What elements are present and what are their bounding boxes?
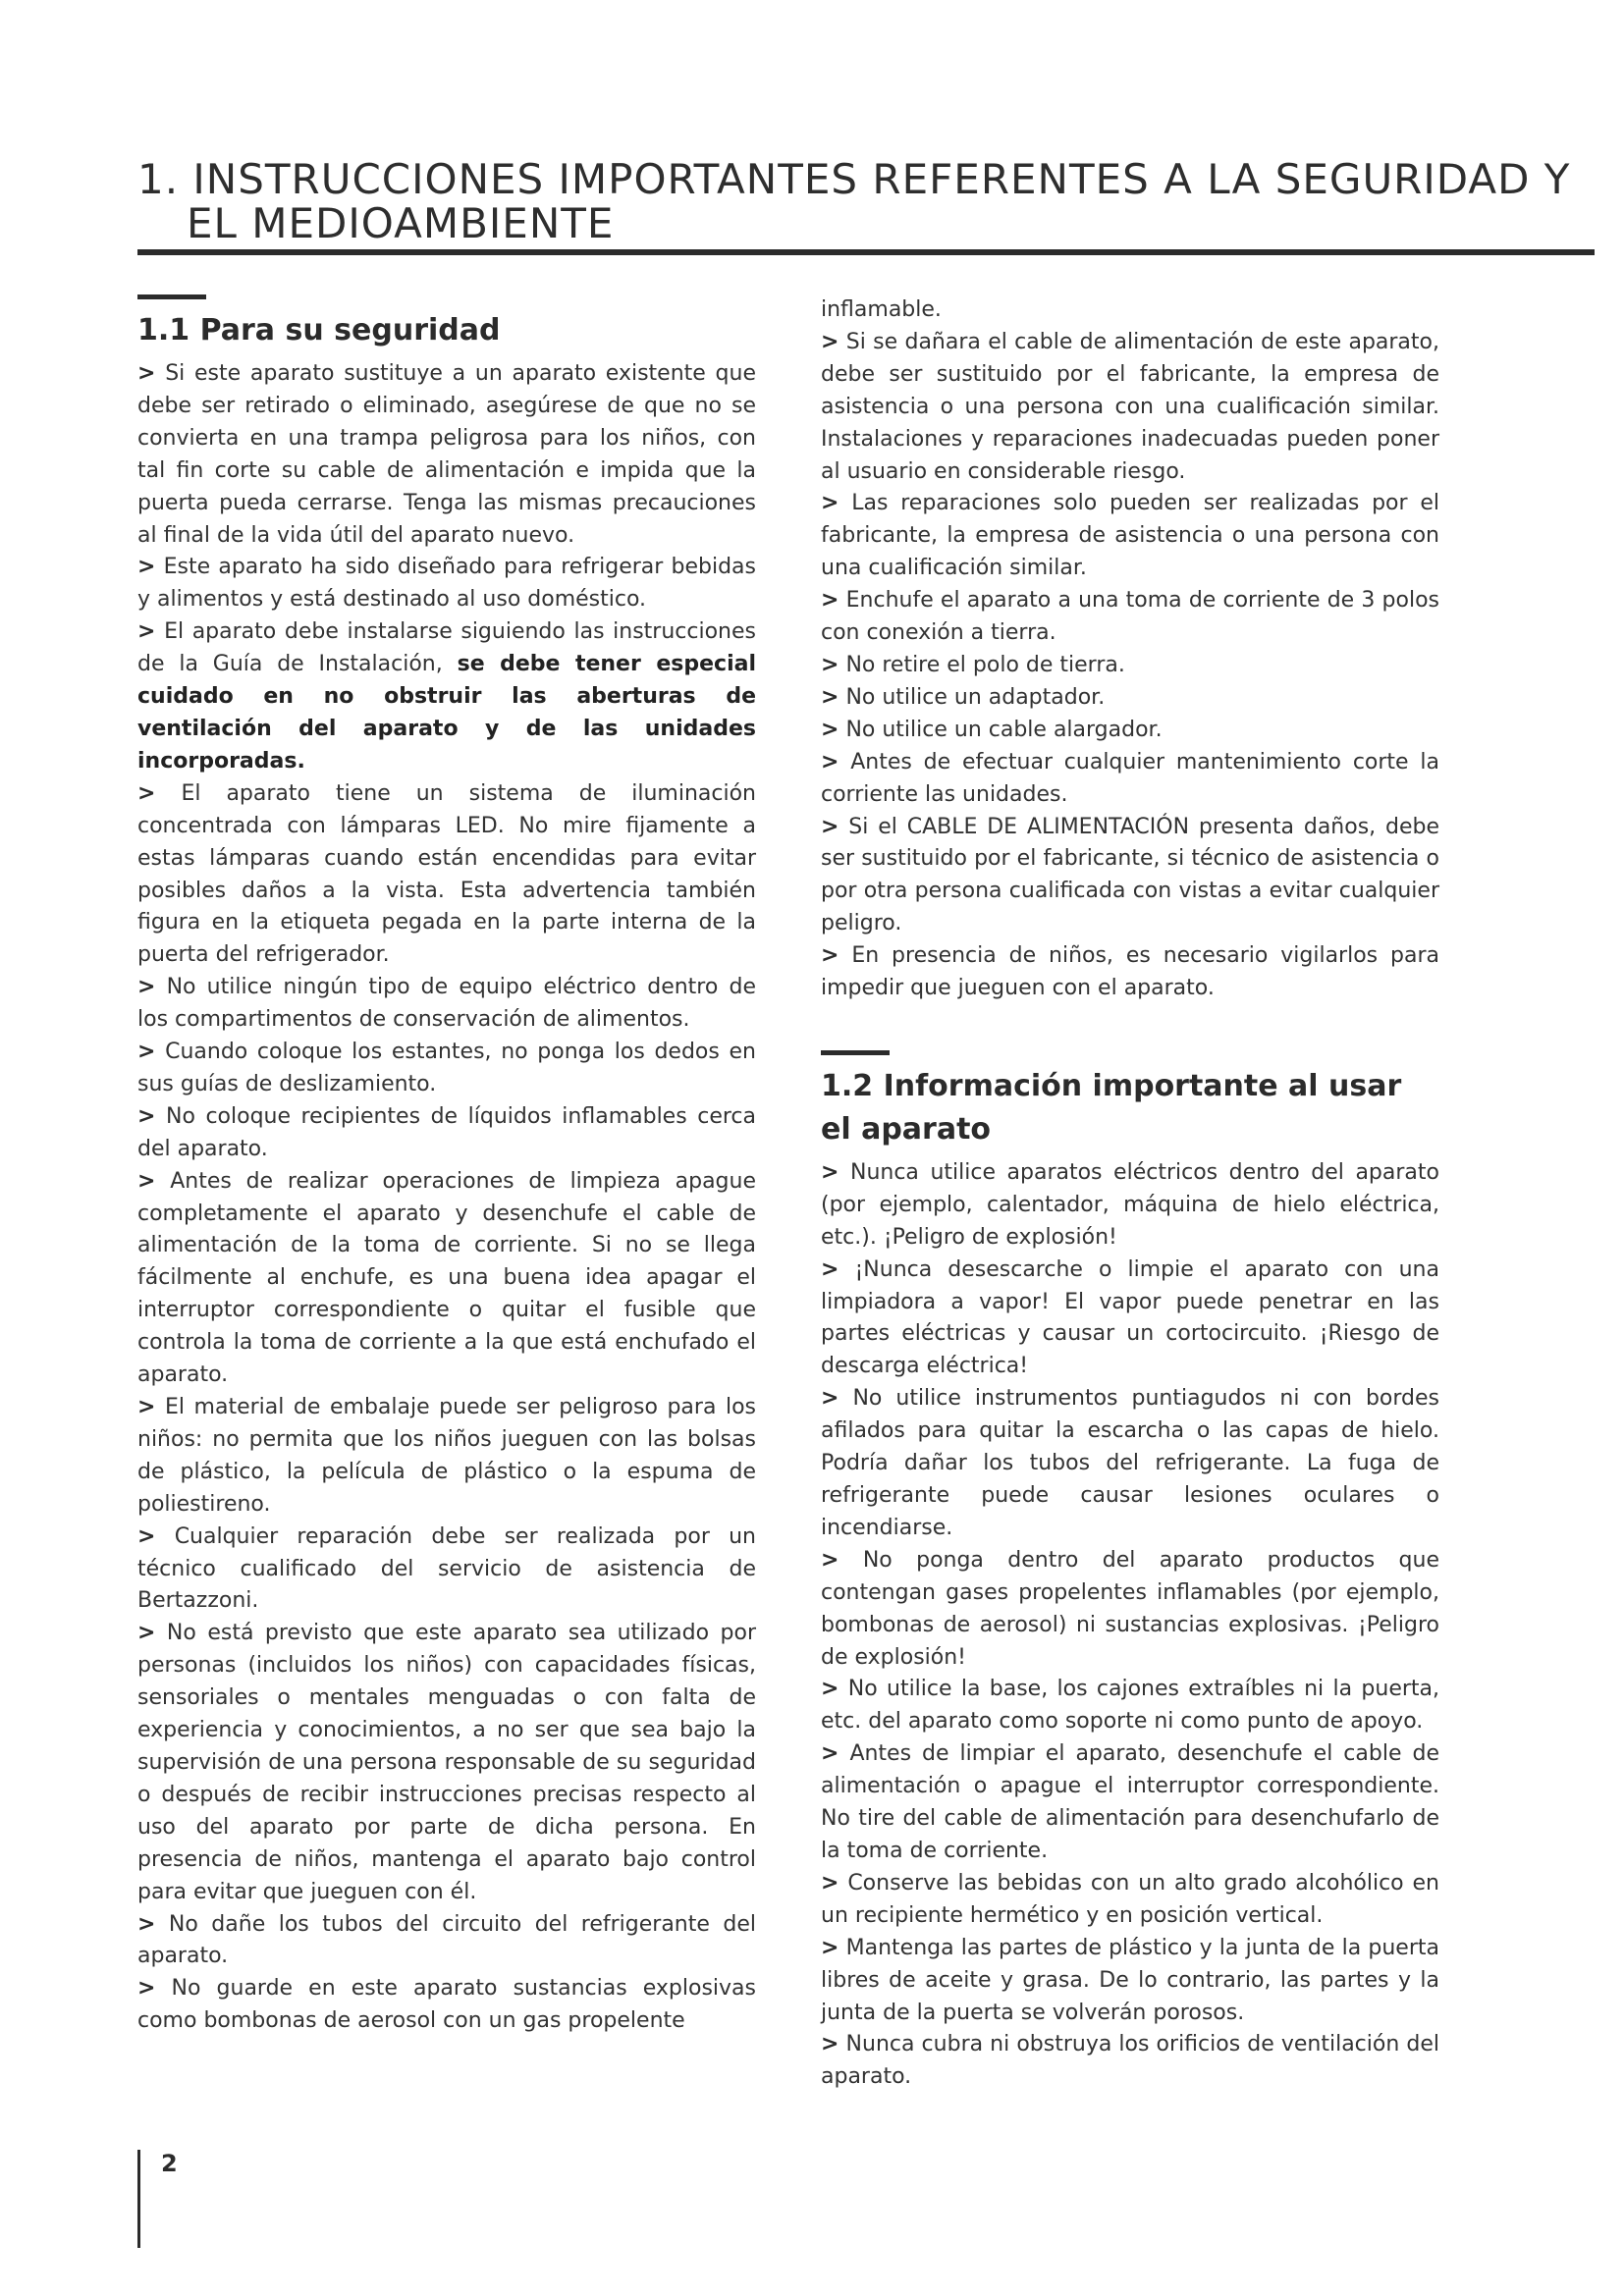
safety-item-5 bbox=[137, 972, 756, 1037]
safety-item-text: Enchufe el aparato a una toma de corriente de 3 polos con conexión a tierra. bbox=[821, 588, 1439, 646]
safety-item-text: No utilice un adaptador. bbox=[845, 684, 1106, 710]
usage-item-1 bbox=[821, 1157, 1439, 1255]
bullet-arrow: > bbox=[137, 1395, 156, 1419]
bullet-arrow: > bbox=[137, 1103, 156, 1129]
safety-item-15 bbox=[821, 488, 1439, 585]
bullet-arrow: > bbox=[821, 652, 839, 677]
safety-item-text: No coloque recipientes de líquidos inflamables cerca del aparato. bbox=[137, 1103, 756, 1161]
safety-item-text: Cuando coloque los estantes, no ponga los dedos en sus guías de deslizamiento. bbox=[137, 1040, 756, 1096]
bullet-arrow: > bbox=[821, 749, 839, 774]
safety-item-text: En presencia de niños, es necesario vigilarlos para impedir que jueguen con el aparato. bbox=[821, 943, 1439, 1001]
safety-item-text: No dañe los tubos del circuito del refrigerante del aparato. bbox=[137, 1911, 756, 1969]
safety-item-text: Cualquier reparación debe ser realizada por un técnico cualificado del servicio de asistencia de Bertazzoni. bbox=[137, 1523, 756, 1614]
safety-item-18 bbox=[821, 682, 1439, 715]
bullet-arrow: > bbox=[137, 1976, 156, 2002]
page-title bbox=[137, 157, 1591, 245]
usage-item-text: No utilice la base, los cajones extraíbles ni la puerta, etc. del aparato como soporte ni como punto de apoyo. bbox=[821, 1677, 1439, 1735]
bullet-arrow: > bbox=[821, 1159, 839, 1185]
safety-item-text: Antes de realizar operaciones de limpieza apague completamente el aparato y desenchufe el cable de alimentación de la toma de corriente. Si no se llega fácilmente al enchufe, es una buena idea apagar el interruptor correspondiente o quitar el fusible que controla la toma de corriente a la que está enchufado el aparato. bbox=[137, 1168, 756, 1388]
page-number: 2 bbox=[161, 2150, 178, 2177]
safety-item-bold-warning: se debe tener especial cuidado en no obstruir las aberturas de ventilación del aparato y de las unidades incorporadas. bbox=[137, 652, 756, 774]
safety-item-text: Si el CABLE DE ALIMENTACIÓN presenta daños, debe ser sustituido por el fabricante, si técnico de asistencia o por otra persona cualificada con vistas a evitar cualquier peligro. bbox=[821, 814, 1440, 936]
bullet-arrow: > bbox=[137, 1168, 156, 1194]
safety-item-continuation: inflamable. bbox=[821, 297, 942, 322]
safety-item-text: No está previsto que este aparato sea utilizado por personas (incluidos los niños) con capacidades físicas, sensoriales o mentales menguadas o con falta de experiencia y conocimientos, a no ser que sea bajo la supervisión de una persona responsable de su seguridad o después de recibir instrucciones precisas respecto al uso del aparato por parte de dicha persona. En presencia de niños, mantenga el aparato bajo control para evitar que jueguen con él. bbox=[137, 1621, 756, 1904]
bullet-arrow: > bbox=[137, 1621, 156, 1646]
bullet-arrow: > bbox=[137, 780, 156, 806]
bullet-arrow: > bbox=[137, 555, 156, 580]
section-heading-1-1: 1.1 Para su seguridad bbox=[137, 313, 501, 347]
bullet-arrow: > bbox=[821, 329, 839, 354]
safety-item-text: Este aparato ha sido diseñado para refrigerar bebidas y alimentos y está destinado al uso doméstico. bbox=[137, 555, 756, 613]
safety-item-6 bbox=[137, 1037, 756, 1101]
safety-item-3 bbox=[137, 616, 756, 778]
section-bar-1-2 bbox=[821, 1050, 890, 1055]
usage-item-text: Conserve las bebidas con un alto grado alcohólico en un recipiente hermético y en posición vertical. bbox=[821, 1870, 1439, 1928]
bullet-arrow: > bbox=[821, 1256, 839, 1282]
usage-item-text: ¡Nunca desescarche o limpie el aparato con una limpiadora a vapor! El vapor puede penetrar en las partes eléctricas y causar un cortocircuito. ¡Riesgo de descarga eléctrica! bbox=[821, 1256, 1439, 1379]
bullet-arrow: > bbox=[821, 1547, 839, 1573]
usage-item-9 bbox=[821, 2029, 1439, 2094]
safety-item-16 bbox=[821, 585, 1439, 650]
bullet-arrow: > bbox=[821, 717, 839, 742]
usage-item-text: Nunca utilice aparatos eléctricos dentro del aparato (por ejemplo, calentador, máquina de hielo eléctrica, etc.). ¡Peligro de explosión! bbox=[821, 1159, 1439, 1250]
safety-item-14 bbox=[821, 327, 1439, 489]
bullet-arrow: > bbox=[137, 1040, 156, 1065]
safety-item-1 bbox=[137, 358, 756, 552]
usage-item-text: Mantenga las partes de plástico y la junta de la puerta libres de aceite y grasa. De lo contrario, las partes y la junta de la puerta se volverán porosos. bbox=[821, 1935, 1439, 2025]
usage-item-6 bbox=[821, 1738, 1439, 1868]
usage-item-text: No ponga dentro del aparato productos que contengan gases propelentes inflamables (por ejemplo, bombonas de aerosol) ni sustancias explosivas. ¡Peligro de explosión! bbox=[821, 1547, 1439, 1670]
bullet-arrow: > bbox=[821, 491, 839, 516]
safety-item-10 bbox=[137, 1522, 756, 1619]
safety-item-8 bbox=[137, 1166, 756, 1392]
bullet-arrow: > bbox=[137, 975, 156, 1000]
usage-item-4 bbox=[821, 1545, 1439, 1675]
bullet-arrow: > bbox=[821, 1870, 839, 1896]
safety-item-text: No utilice ningún tipo de equipo eléctrico dentro de los compartimentos de conservación de alimentos. bbox=[137, 975, 756, 1033]
safety-item-text: El aparato tiene un sistema de iluminación concentrada con lámparas LED. No mire fijamente a estas lámparas cuando están encendidas para evitar posibles daños a la vista. Esta advertencia también figura en la etiqueta pegada en la parte interna de la puerta del refrigerador. bbox=[137, 780, 756, 968]
safety-item-12 bbox=[137, 1909, 756, 1974]
usage-item-2 bbox=[821, 1255, 1439, 1384]
safety-item-2 bbox=[137, 552, 756, 616]
bullet-arrow: > bbox=[821, 2032, 839, 2057]
bullet-arrow: > bbox=[137, 619, 156, 645]
usage-item-text: No utilice instrumentos puntiagudos ni con bordes afilados para quitar la escarcha o las capas de hielo. Podría dañar los tubos del refrigerante. La fuga de refrigerante puede causar lesiones oculares o incendiarse. bbox=[821, 1386, 1440, 1540]
safety-item-13 bbox=[137, 1973, 756, 2038]
bullet-arrow: > bbox=[821, 684, 839, 710]
bullet-arrow: > bbox=[137, 1911, 156, 1937]
bullet-arrow: > bbox=[821, 1386, 839, 1412]
safety-item-text: Si se dañara el cable de alimentación de este aparato, debe ser sustituido por el fabricante, la empresa de asistencia o una persona con una cualificación similar. Instalaciones y reparaciones inadecuadas pueden poner al usuario en considerable riesgo. bbox=[821, 329, 1439, 484]
safety-item-text: No utilice un cable alargador. bbox=[845, 717, 1163, 742]
bullet-arrow: > bbox=[821, 588, 839, 614]
safety-item-text: Las reparaciones solo pueden ser realizadas por el fabricante, la empresa de asistencia o una persona con una cualificación similar. bbox=[821, 491, 1439, 581]
safety-item-text: No retire el polo de tierra. bbox=[845, 652, 1125, 677]
right-column bbox=[821, 294, 1439, 2094]
bullet-arrow: > bbox=[821, 1741, 839, 1767]
safety-item-4 bbox=[137, 778, 756, 972]
bullet-arrow: > bbox=[137, 361, 156, 386]
safety-item-22 bbox=[821, 940, 1439, 1005]
usage-item-7 bbox=[821, 1868, 1439, 1933]
usage-item-text: Antes de limpiar el aparato, desenchufe el cable de alimentación o apague el interruptor correspondiente. No tire del cable de alimentación para desenchufarlo de la toma de corriente. bbox=[821, 1741, 1439, 1863]
safety-item-text: Antes de efectuar cualquier mantenimiento corte la corriente las unidades. bbox=[821, 749, 1439, 807]
safety-item-9 bbox=[137, 1392, 756, 1522]
bullet-arrow: > bbox=[137, 1523, 156, 1549]
bullet-arrow: > bbox=[821, 943, 839, 969]
bullet-arrow: > bbox=[821, 1677, 839, 1702]
section-bar-1-1 bbox=[137, 294, 206, 299]
page-number-rule bbox=[137, 2150, 140, 2248]
safety-item-17 bbox=[821, 650, 1439, 682]
safety-item-text: El material de embalaje puede ser peligroso para los niños: no permita que los niños jueguen con las bolsas de plástico, la película de plástico o la espuma de poliestireno. bbox=[137, 1395, 757, 1517]
safety-item-19 bbox=[821, 715, 1439, 747]
usage-item-3 bbox=[821, 1383, 1439, 1545]
bullet-arrow: > bbox=[821, 1935, 839, 1960]
usage-item-text: Nunca cubra ni obstruya los orificios de ventilación del aparato. bbox=[821, 2032, 1439, 2090]
page-title-line1: 1. INSTRUCCIONES IMPORTANTES REFERENTES A LA SEGURIDAD Y bbox=[137, 155, 1571, 203]
title-rule bbox=[137, 249, 1595, 255]
usage-item-5 bbox=[821, 1674, 1439, 1738]
left-column bbox=[137, 294, 756, 2038]
safety-item-text: Si este aparato sustituye a un aparato existente que debe ser retirado o eliminado, asegúrese de que no se convierta en una trampa peligrosa para los niños, con tal fin corte su cable de alimentación e impida que la puerta pueda cerrarse. Tenga las mismas precauciones al final de la vida útil del aparato nuevo. bbox=[137, 361, 756, 548]
usage-item-8 bbox=[821, 1933, 1439, 2030]
safety-item-11 bbox=[137, 1618, 756, 1908]
safety-item-text: No guarde en este aparato sustancias explosivas como bombonas de aerosol con un gas propelente bbox=[137, 1976, 756, 2034]
safety-item-text: El aparato debe instalarse siguiendo las instrucciones de la Guía de Instalación, bbox=[137, 619, 756, 677]
safety-item-21 bbox=[821, 812, 1439, 941]
bullet-arrow: > bbox=[821, 814, 839, 839]
section-heading-1-2: 1.2 Información importante al usar el aparato bbox=[821, 1068, 1402, 1147]
page-title-line2: EL MEDIOAMBIENTE bbox=[187, 199, 615, 247]
safety-item-20 bbox=[821, 747, 1439, 812]
section-spacer bbox=[821, 1005, 1439, 1050]
safety-item-7 bbox=[137, 1101, 756, 1166]
